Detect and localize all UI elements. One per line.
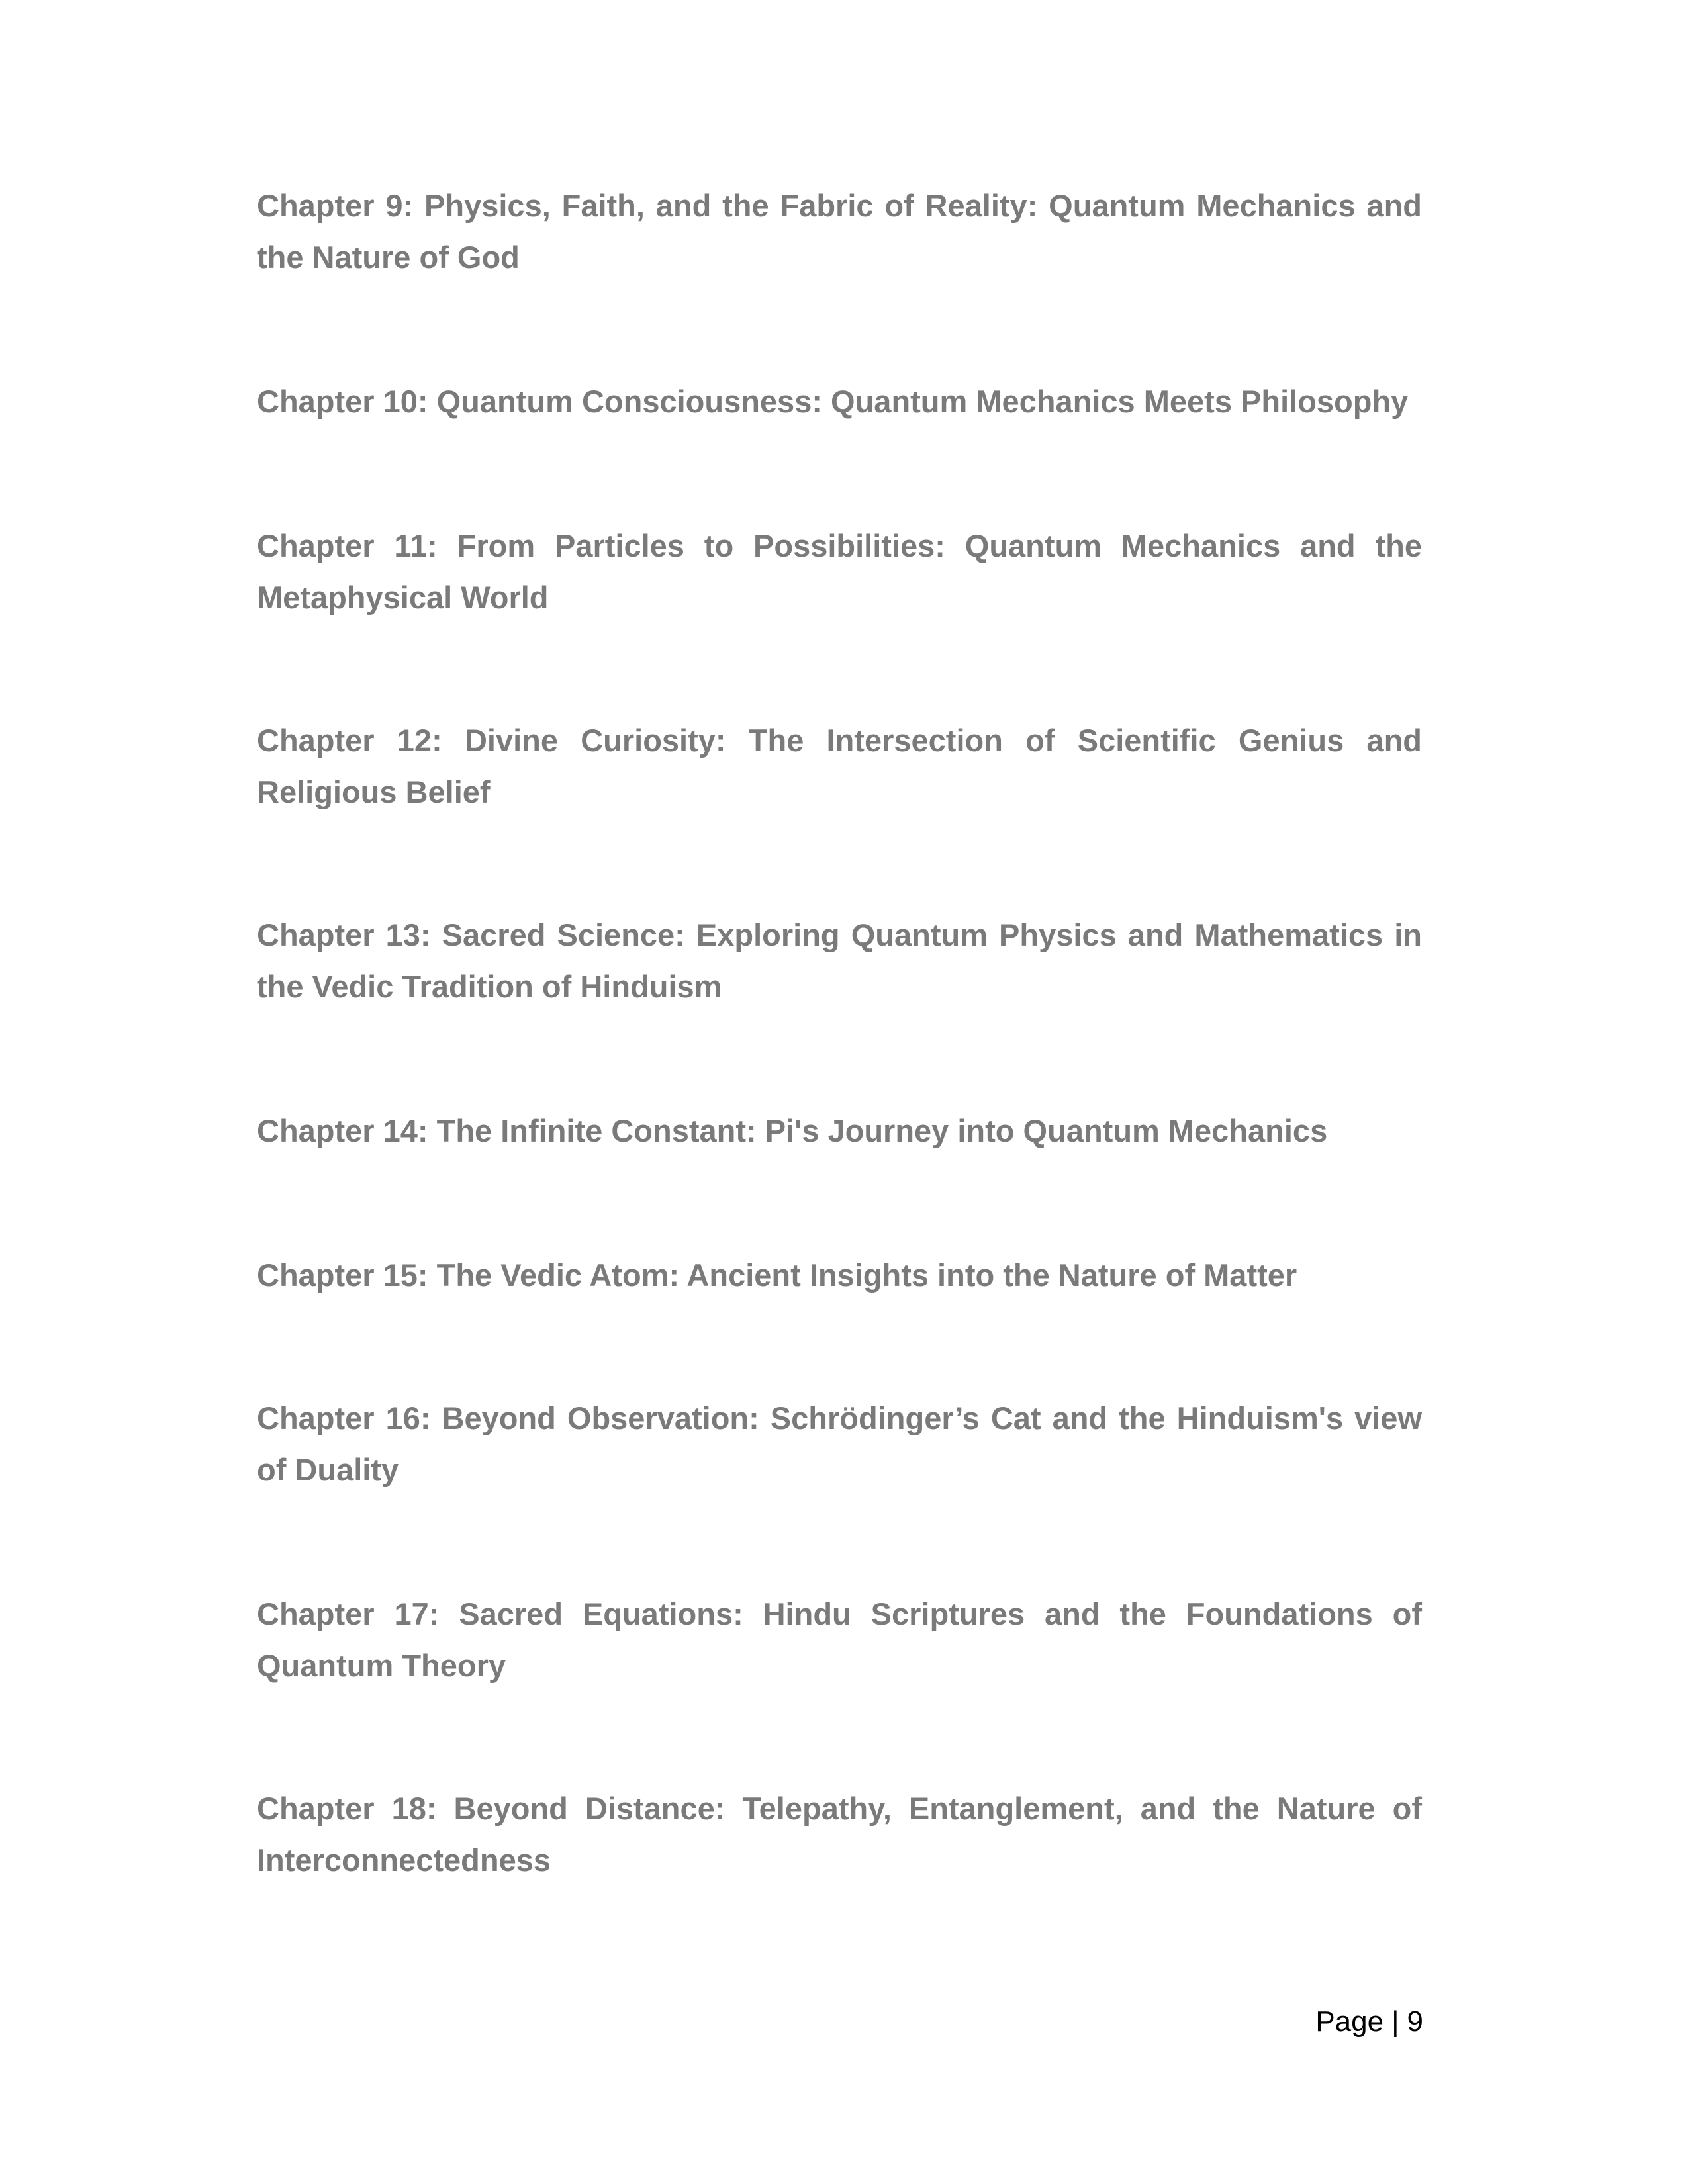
toc-entry-chapter-9: Chapter 9: Physics, Faith, and the Fabric of Reality: Quantum Mechanics and the Nature of God: [257, 188, 1422, 275]
page-number: 9: [1407, 2005, 1423, 2038]
toc-entry-chapter-14: Chapter 14: The Infinite Constant: Pi's Journey into Quantum Mechanics: [257, 1113, 1328, 1148]
toc-entry-chapter-18: Chapter 18: Beyond Distance: Telepathy, Entanglement, and the Nature of Interconnectedness: [257, 1791, 1422, 1878]
toc-entry-chapter-11: Chapter 11: From Particles to Possibilities: Quantum Mechanics and the Metaphysical World: [257, 528, 1422, 615]
toc-entry-chapter-15: Chapter 15: The Vedic Atom: Ancient Insights into the Nature of Matter: [257, 1257, 1297, 1293]
toc-entry-chapter-16: Chapter 16: Beyond Observation: Schrödinger’s Cat and the Hinduism's view of Duality: [257, 1400, 1422, 1487]
toc-entry-chapter-17: Chapter 17: Sacred Equations: Hindu Scriptures and the Foundations of Quantum Theory: [257, 1596, 1422, 1683]
page-footer: [1315, 2002, 1423, 2042]
toc-entry-chapter-12: Chapter 12: Divine Curiosity: The Intersection of Scientific Genius and Religious Belief: [257, 723, 1422, 809]
page-separator: |: [1391, 2005, 1399, 2038]
page-label: Page: [1315, 2005, 1384, 2038]
toc-entry-chapter-10: Chapter 10: Quantum Consciousness: Quantum Mechanics Meets Philosophy: [257, 384, 1409, 419]
toc-entry-chapter-13: Chapter 13: Sacred Science: Exploring Quantum Physics and Mathematics in the Vedic Tradition of Hinduism: [257, 917, 1422, 1004]
